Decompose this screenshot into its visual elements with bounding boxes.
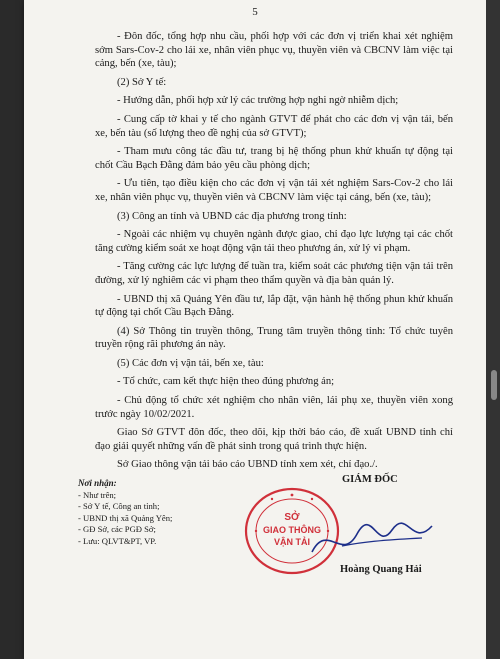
- paragraph: - Cung cấp tờ khai y tế cho ngành GTVT để phát cho các đơn vị vận tải, bến xe, bến tàu (số lượng theo đề nghị của sở GTVT);: [95, 113, 453, 139]
- paragraph: - Ngoài các nhiệm vụ chuyên ngành được giao, chỉ đạo lực lượng tại các chốt tăng cường kiểm soát xe hoạt động vận tải theo phương án, xử lý vi phạm.: [95, 229, 453, 254]
- recipients-heading: Nơi nhận:: [78, 478, 117, 488]
- signature-block: [242, 474, 472, 644]
- paragraph: - Hướng dẫn, phối hợp xử lý các trường hợp nghi ngờ nhiễm dịch;: [117, 95, 399, 107]
- paragraph: - UBND thị xã Quảng Yên đầu tư, lắp đặt, vận hành hệ thống phun khử khuẩn tự động tại chốt Cầu Bạch Đằng.: [95, 293, 453, 319]
- recipient-item: - GĐ Sở, các PGĐ Sở;: [78, 524, 156, 534]
- paragraph: - Tham mưu công tác đầu tư, trang bị hệ thống phun khử khuẩn tự động tại chốt Cầu Bạch Đằng đảm bảo yêu cầu phòng dịch;: [95, 146, 453, 171]
- document-body: [95, 30, 453, 477]
- signer-name: Hoàng Quang Hải: [340, 564, 422, 575]
- section-heading: (5) Các đơn vị vận tải, bến xe, tàu:: [117, 357, 264, 369]
- stamp-text: SỞ: [284, 512, 300, 523]
- recipient-item: - Như trên;: [78, 489, 117, 500]
- recipient-item: - Lưu: QLVT&PT, VP.: [78, 535, 157, 546]
- section-heading: (2) Sở Y tế:: [117, 76, 167, 88]
- page-number: 5: [252, 6, 258, 18]
- paragraph: - Tổ chức, cam kết thực hiện theo đúng phương án;: [117, 376, 335, 388]
- handwritten-signature-icon: [302, 512, 442, 572]
- section-heading: (4) Sở Thông tin truyền thông, Trung tâm truyền thông tỉnh: Tổ chức tuyên truyền rộng rãi phương án này.: [95, 325, 453, 351]
- scrollbar[interactable]: [486, 0, 500, 659]
- signer-title: GIÁM ĐỐC: [342, 474, 398, 485]
- document-page: [24, 0, 486, 659]
- paragraph: - Chủ động tổ chức xét nghiệm cho nhân viên, lái phụ xe, thuyền viên xong trước ngày 10/02/2021.: [95, 395, 453, 420]
- recipient-item: - UBND thị xã Quảng Yên;: [78, 512, 173, 523]
- paragraph: - Tăng cường các lực lượng để tuần tra, kiểm soát các phương tiện vận tải trên đường, xử lý nghiêm các vi phạm theo thẩm quyền và địa bàn quản lý.: [95, 261, 453, 286]
- section-heading: (3) Công an tỉnh và UBND các địa phương trong tỉnh:: [117, 210, 347, 222]
- paragraph: - Đôn đốc, tổng hợp nhu cầu, phối hợp với các đơn vị triển khai xét nghiệm sớm Sars-Cov-2 cho lái xe, nhân viên phục vụ, thuyền viên và CBCNV làm việc tại cảng, bến (xe, tàu);: [95, 31, 453, 70]
- paragraph: - Ưu tiên, tạo điều kiện cho các đơn vị vận tải xét nghiệm Sars-Cov-2 cho lái xe, nhân viên phục vụ, thuyền viên và CBCNV làm việc tại cảng, bến (xe, tàu);: [95, 178, 453, 203]
- closing-paragraph: Sở Giao thông vận tải báo cáo UBND tỉnh xem xét, chỉ đạo./.: [117, 459, 378, 471]
- stamp-text: VẬN TẢI: [274, 537, 310, 547]
- scrollbar-thumb[interactable]: [491, 370, 497, 400]
- recipient-item: - Sở Y tế, Công an tỉnh;: [78, 501, 160, 511]
- stamp-text: GIAO THÔNG: [263, 525, 321, 535]
- paragraph: Giao Sở GTVT đôn đốc, theo dõi, kịp thời báo cáo, đề xuất UBND tỉnh chỉ đạo giải quyết những vấn đề phát sinh trong quá trình thực hiện.: [95, 427, 453, 452]
